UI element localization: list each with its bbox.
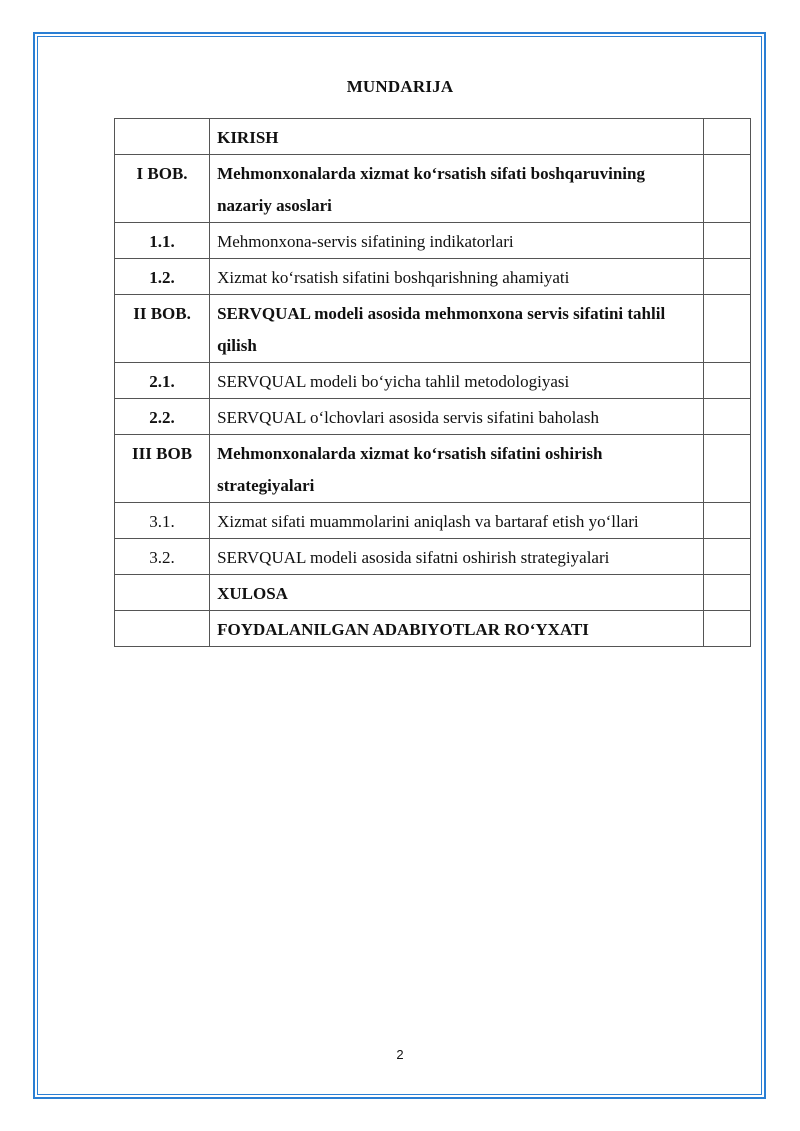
toc-number: II BOB. xyxy=(115,295,210,363)
toc-page xyxy=(703,611,750,647)
toc-row-section-1-1 xyxy=(115,223,751,259)
toc-number: 3.1. xyxy=(115,503,210,539)
toc-row-section-2-2 xyxy=(115,399,751,435)
toc-row-section-3-1 xyxy=(115,503,751,539)
toc-title: Mehmonxonalarda xizmat ko‘rsatish sifatini oshirish strategiyalari xyxy=(210,435,704,503)
toc-page xyxy=(703,259,750,295)
toc-title: Mehmonxona-servis sifatining indikatorlari xyxy=(210,223,704,259)
document-title: MUNDARIJA xyxy=(346,77,454,96)
toc-number xyxy=(115,575,210,611)
toc-row-section-1-2 xyxy=(115,259,751,295)
toc-number: 1.1. xyxy=(115,223,210,259)
toc-page xyxy=(703,119,750,155)
toc-page xyxy=(703,435,750,503)
toc-title: Mehmonxonalarda xizmat ko‘rsatish sifati boshqaruvining nazariy asoslari xyxy=(210,155,704,223)
toc-title: Xizmat sifati muammolarini aniqlash va bartaraf etish yo‘llari xyxy=(210,503,704,539)
toc-title: SERVQUAL modeli asosida mehmonxona servis sifatini tahlil qilish xyxy=(210,295,704,363)
toc-title: FOYDALANILGAN ADABIYOTLAR RO‘YXATI xyxy=(210,611,704,647)
toc-page xyxy=(703,503,750,539)
toc-title: SERVQUAL modeli asosida sifatni oshirish strategiyalari xyxy=(210,539,704,575)
toc-row-references xyxy=(115,611,751,647)
page-number: 2 xyxy=(396,1047,404,1062)
toc-row-intro xyxy=(115,119,751,155)
toc-number: 1.2. xyxy=(115,259,210,295)
toc-page xyxy=(703,575,750,611)
toc-number xyxy=(115,611,210,647)
toc-number xyxy=(115,119,210,155)
toc-title: Xizmat ko‘rsatish sifatini boshqarishning ahamiyati xyxy=(210,259,704,295)
toc-number: 3.2. xyxy=(115,539,210,575)
toc-page xyxy=(703,223,750,259)
toc-page xyxy=(703,155,750,223)
toc-row-chapter-3 xyxy=(115,435,751,503)
toc-row-section-3-2 xyxy=(115,539,751,575)
toc-title: KIRISH xyxy=(210,119,704,155)
toc-number: III BOB xyxy=(115,435,210,503)
toc-row-chapter-2 xyxy=(115,295,751,363)
toc-title: SERVQUAL o‘lchovlari asosida servis sifatini baholash xyxy=(210,399,704,435)
toc-row-section-2-1 xyxy=(115,363,751,399)
toc-row-conclusion xyxy=(115,575,751,611)
toc-title: XULOSA xyxy=(210,575,704,611)
toc-number: 2.2. xyxy=(115,399,210,435)
table-of-contents xyxy=(114,118,751,647)
toc-number: I BOB. xyxy=(115,155,210,223)
toc-page xyxy=(703,399,750,435)
toc-number: 2.1. xyxy=(115,363,210,399)
toc-title: SERVQUAL modeli bo‘yicha tahlil metodologiyasi xyxy=(210,363,704,399)
toc-page xyxy=(703,363,750,399)
toc-row-chapter-1 xyxy=(115,155,751,223)
toc-page xyxy=(703,295,750,363)
toc-page xyxy=(703,539,750,575)
